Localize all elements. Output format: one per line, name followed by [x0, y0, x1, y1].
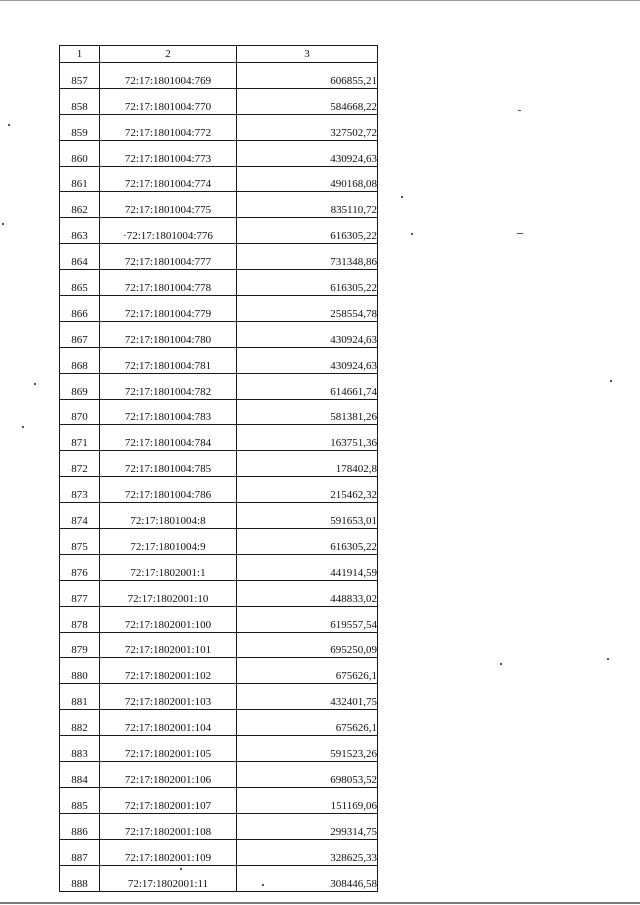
column-number-header-row — [60, 46, 378, 63]
cadastral-value: 430924,63 — [237, 347, 378, 373]
cadastral-number: 72:17:1801004:778 — [100, 270, 237, 296]
cadastral-number: 72:17:1801004:779 — [100, 296, 237, 322]
cadastral-number: 72:17:1801004:786 — [100, 477, 237, 503]
cadastral-value: 490168,08 — [237, 166, 378, 192]
cadastral-number: 72:17:1802001:101 — [100, 632, 237, 658]
cadastral-value: 606855,21 — [237, 63, 378, 89]
table-row — [60, 140, 378, 166]
row-number: 888 — [60, 865, 100, 891]
row-number: 860 — [60, 140, 100, 166]
table-row — [60, 244, 378, 270]
table-row — [60, 477, 378, 503]
cadastral-number: 72:17:1802001:11 — [100, 865, 237, 891]
cadastral-number: 72:17:1802001:107 — [100, 787, 237, 813]
scan-speck — [607, 658, 609, 660]
table-row — [60, 347, 378, 373]
table-row — [60, 865, 378, 891]
cadastral-number: 72:17:1801004:769 — [100, 63, 237, 89]
cadastral-number: ·72:17:1801004:776 — [100, 218, 237, 244]
table-row — [60, 296, 378, 322]
scan-speck — [8, 124, 10, 126]
row-number: 884 — [60, 762, 100, 788]
table-row — [60, 529, 378, 555]
cadastral-number: 72:17:1801004:775 — [100, 192, 237, 218]
cadastral-number: 72:17:1802001:1 — [100, 554, 237, 580]
row-number: 873 — [60, 477, 100, 503]
cadastral-value: 215462,32 — [237, 477, 378, 503]
cadastral-number: 72:17:1801004:785 — [100, 451, 237, 477]
cadastral-value: 616305,22 — [237, 270, 378, 296]
row-number: 886 — [60, 813, 100, 839]
header-col-1: 1 — [60, 46, 100, 63]
header-col-3: 3 — [237, 46, 378, 63]
row-number: 887 — [60, 839, 100, 865]
cadastral-value: 695250,09 — [237, 632, 378, 658]
cadastral-value: 178402,8 — [237, 451, 378, 477]
row-number: 865 — [60, 270, 100, 296]
row-number: 871 — [60, 425, 100, 451]
cadastral-number: 72:17:1802001:109 — [100, 839, 237, 865]
cadastral-value: 581381,26 — [237, 399, 378, 425]
row-number: 859 — [60, 114, 100, 140]
cadastral-number: 72:17:1801004:783 — [100, 399, 237, 425]
cadastral-value: 591523,26 — [237, 736, 378, 762]
cadastral-number: 72:17:1801004:782 — [100, 373, 237, 399]
page-bottom-edge — [0, 902, 640, 904]
scan-speck — [22, 426, 24, 428]
row-number: 863 — [60, 218, 100, 244]
table-row — [60, 425, 378, 451]
cadastral-value: 619557,54 — [237, 606, 378, 632]
cadastral-number: 72:17:1802001:10 — [100, 580, 237, 606]
table-row — [60, 736, 378, 762]
cadastral-value: 731348,86 — [237, 244, 378, 270]
row-number: 861 — [60, 166, 100, 192]
row-number: 878 — [60, 606, 100, 632]
row-number: 882 — [60, 710, 100, 736]
scan-speck — [262, 884, 264, 886]
table-row — [60, 321, 378, 347]
table-row — [60, 710, 378, 736]
table-row — [60, 192, 378, 218]
cadastral-value: 328625,33 — [237, 839, 378, 865]
table-row — [60, 503, 378, 529]
row-number: 885 — [60, 787, 100, 813]
cadastral-value: 430924,63 — [237, 140, 378, 166]
table-body — [60, 63, 378, 892]
scan-speck — [500, 663, 502, 665]
page-top-edge — [0, 0, 640, 1]
cadastral-value: 432401,75 — [237, 684, 378, 710]
row-number: 857 — [60, 63, 100, 89]
row-number: 874 — [60, 503, 100, 529]
scan-speck — [518, 110, 521, 111]
cadastral-number: 72:17:1802001:103 — [100, 684, 237, 710]
table-row — [60, 166, 378, 192]
cadastral-value: 151169,06 — [237, 787, 378, 813]
cadastral-value: 308446,58 — [237, 865, 378, 891]
table-row — [60, 399, 378, 425]
scan-speck — [34, 383, 36, 385]
cadastral-value: 614661,74 — [237, 373, 378, 399]
row-number: 877 — [60, 580, 100, 606]
scan-speck — [610, 380, 612, 382]
table-row — [60, 684, 378, 710]
cadastral-number: 72:17:1801004:781 — [100, 347, 237, 373]
row-number: 880 — [60, 658, 100, 684]
table-row — [60, 632, 378, 658]
scan-speck — [517, 233, 523, 234]
row-number: 879 — [60, 632, 100, 658]
row-number: 870 — [60, 399, 100, 425]
row-number: 864 — [60, 244, 100, 270]
row-number: 872 — [60, 451, 100, 477]
table-row — [60, 762, 378, 788]
cadastral-value: 430924,63 — [237, 321, 378, 347]
cadastral-number: 72:17:1802001:102 — [100, 658, 237, 684]
cadastral-number: 72:17:1801004:770 — [100, 88, 237, 114]
row-number: 869 — [60, 373, 100, 399]
cadastral-number: 72:17:1801004:774 — [100, 166, 237, 192]
table-row — [60, 88, 378, 114]
scan-speck — [411, 233, 413, 235]
row-number: 881 — [60, 684, 100, 710]
cadastral-value: 675626,1 — [237, 710, 378, 736]
scan-speck — [180, 868, 182, 870]
row-number: 862 — [60, 192, 100, 218]
cadastral-value: 441914,59 — [237, 554, 378, 580]
cadastral-value: 591653,01 — [237, 503, 378, 529]
table-row — [60, 270, 378, 296]
scan-speck — [401, 196, 403, 198]
cadastral-value: 698053,52 — [237, 762, 378, 788]
cadastral-value: 327502,72 — [237, 114, 378, 140]
cadastral-number: 72:17:1802001:104 — [100, 710, 237, 736]
table-row — [60, 606, 378, 632]
header-col-2: 2 — [100, 46, 237, 63]
cadastral-number: 72:17:1801004:9 — [100, 529, 237, 555]
scan-speck — [2, 223, 4, 225]
cadastral-value-table — [59, 45, 378, 892]
cadastral-number: 72:17:1802001:108 — [100, 813, 237, 839]
cadastral-value: 258554,78 — [237, 296, 378, 322]
table-row — [60, 580, 378, 606]
cadastral-value: 675626,1 — [237, 658, 378, 684]
table-row — [60, 63, 378, 89]
cadastral-value: 299314,75 — [237, 813, 378, 839]
table-row — [60, 554, 378, 580]
cadastral-number: 72:17:1801004:777 — [100, 244, 237, 270]
table-row — [60, 813, 378, 839]
table-row — [60, 787, 378, 813]
table-row — [60, 218, 378, 244]
cadastral-value: 835110,72 — [237, 192, 378, 218]
table-row — [60, 114, 378, 140]
row-number: 858 — [60, 88, 100, 114]
cadastral-number: 72:17:1802001:100 — [100, 606, 237, 632]
cadastral-number: 72:17:1802001:105 — [100, 736, 237, 762]
table-row — [60, 451, 378, 477]
table-row — [60, 839, 378, 865]
cadastral-number: 72:17:1801004:780 — [100, 321, 237, 347]
cadastral-value: 448833,02 — [237, 580, 378, 606]
row-number: 875 — [60, 529, 100, 555]
row-number: 867 — [60, 321, 100, 347]
cadastral-number: 72:17:1801004:772 — [100, 114, 237, 140]
cadastral-number: 72:17:1801004:8 — [100, 503, 237, 529]
cadastral-value: 616305,22 — [237, 218, 378, 244]
row-number: 883 — [60, 736, 100, 762]
row-number: 868 — [60, 347, 100, 373]
table-row — [60, 658, 378, 684]
cadastral-number: 72:17:1801004:784 — [100, 425, 237, 451]
cadastral-number: 72:17:1801004:773 — [100, 140, 237, 166]
table-row — [60, 373, 378, 399]
row-number: 876 — [60, 554, 100, 580]
cadastral-value: 616305,22 — [237, 529, 378, 555]
cadastral-number: 72:17:1802001:106 — [100, 762, 237, 788]
row-number: 866 — [60, 296, 100, 322]
cadastral-value: 584668,22 — [237, 88, 378, 114]
cadastral-value: 163751,36 — [237, 425, 378, 451]
